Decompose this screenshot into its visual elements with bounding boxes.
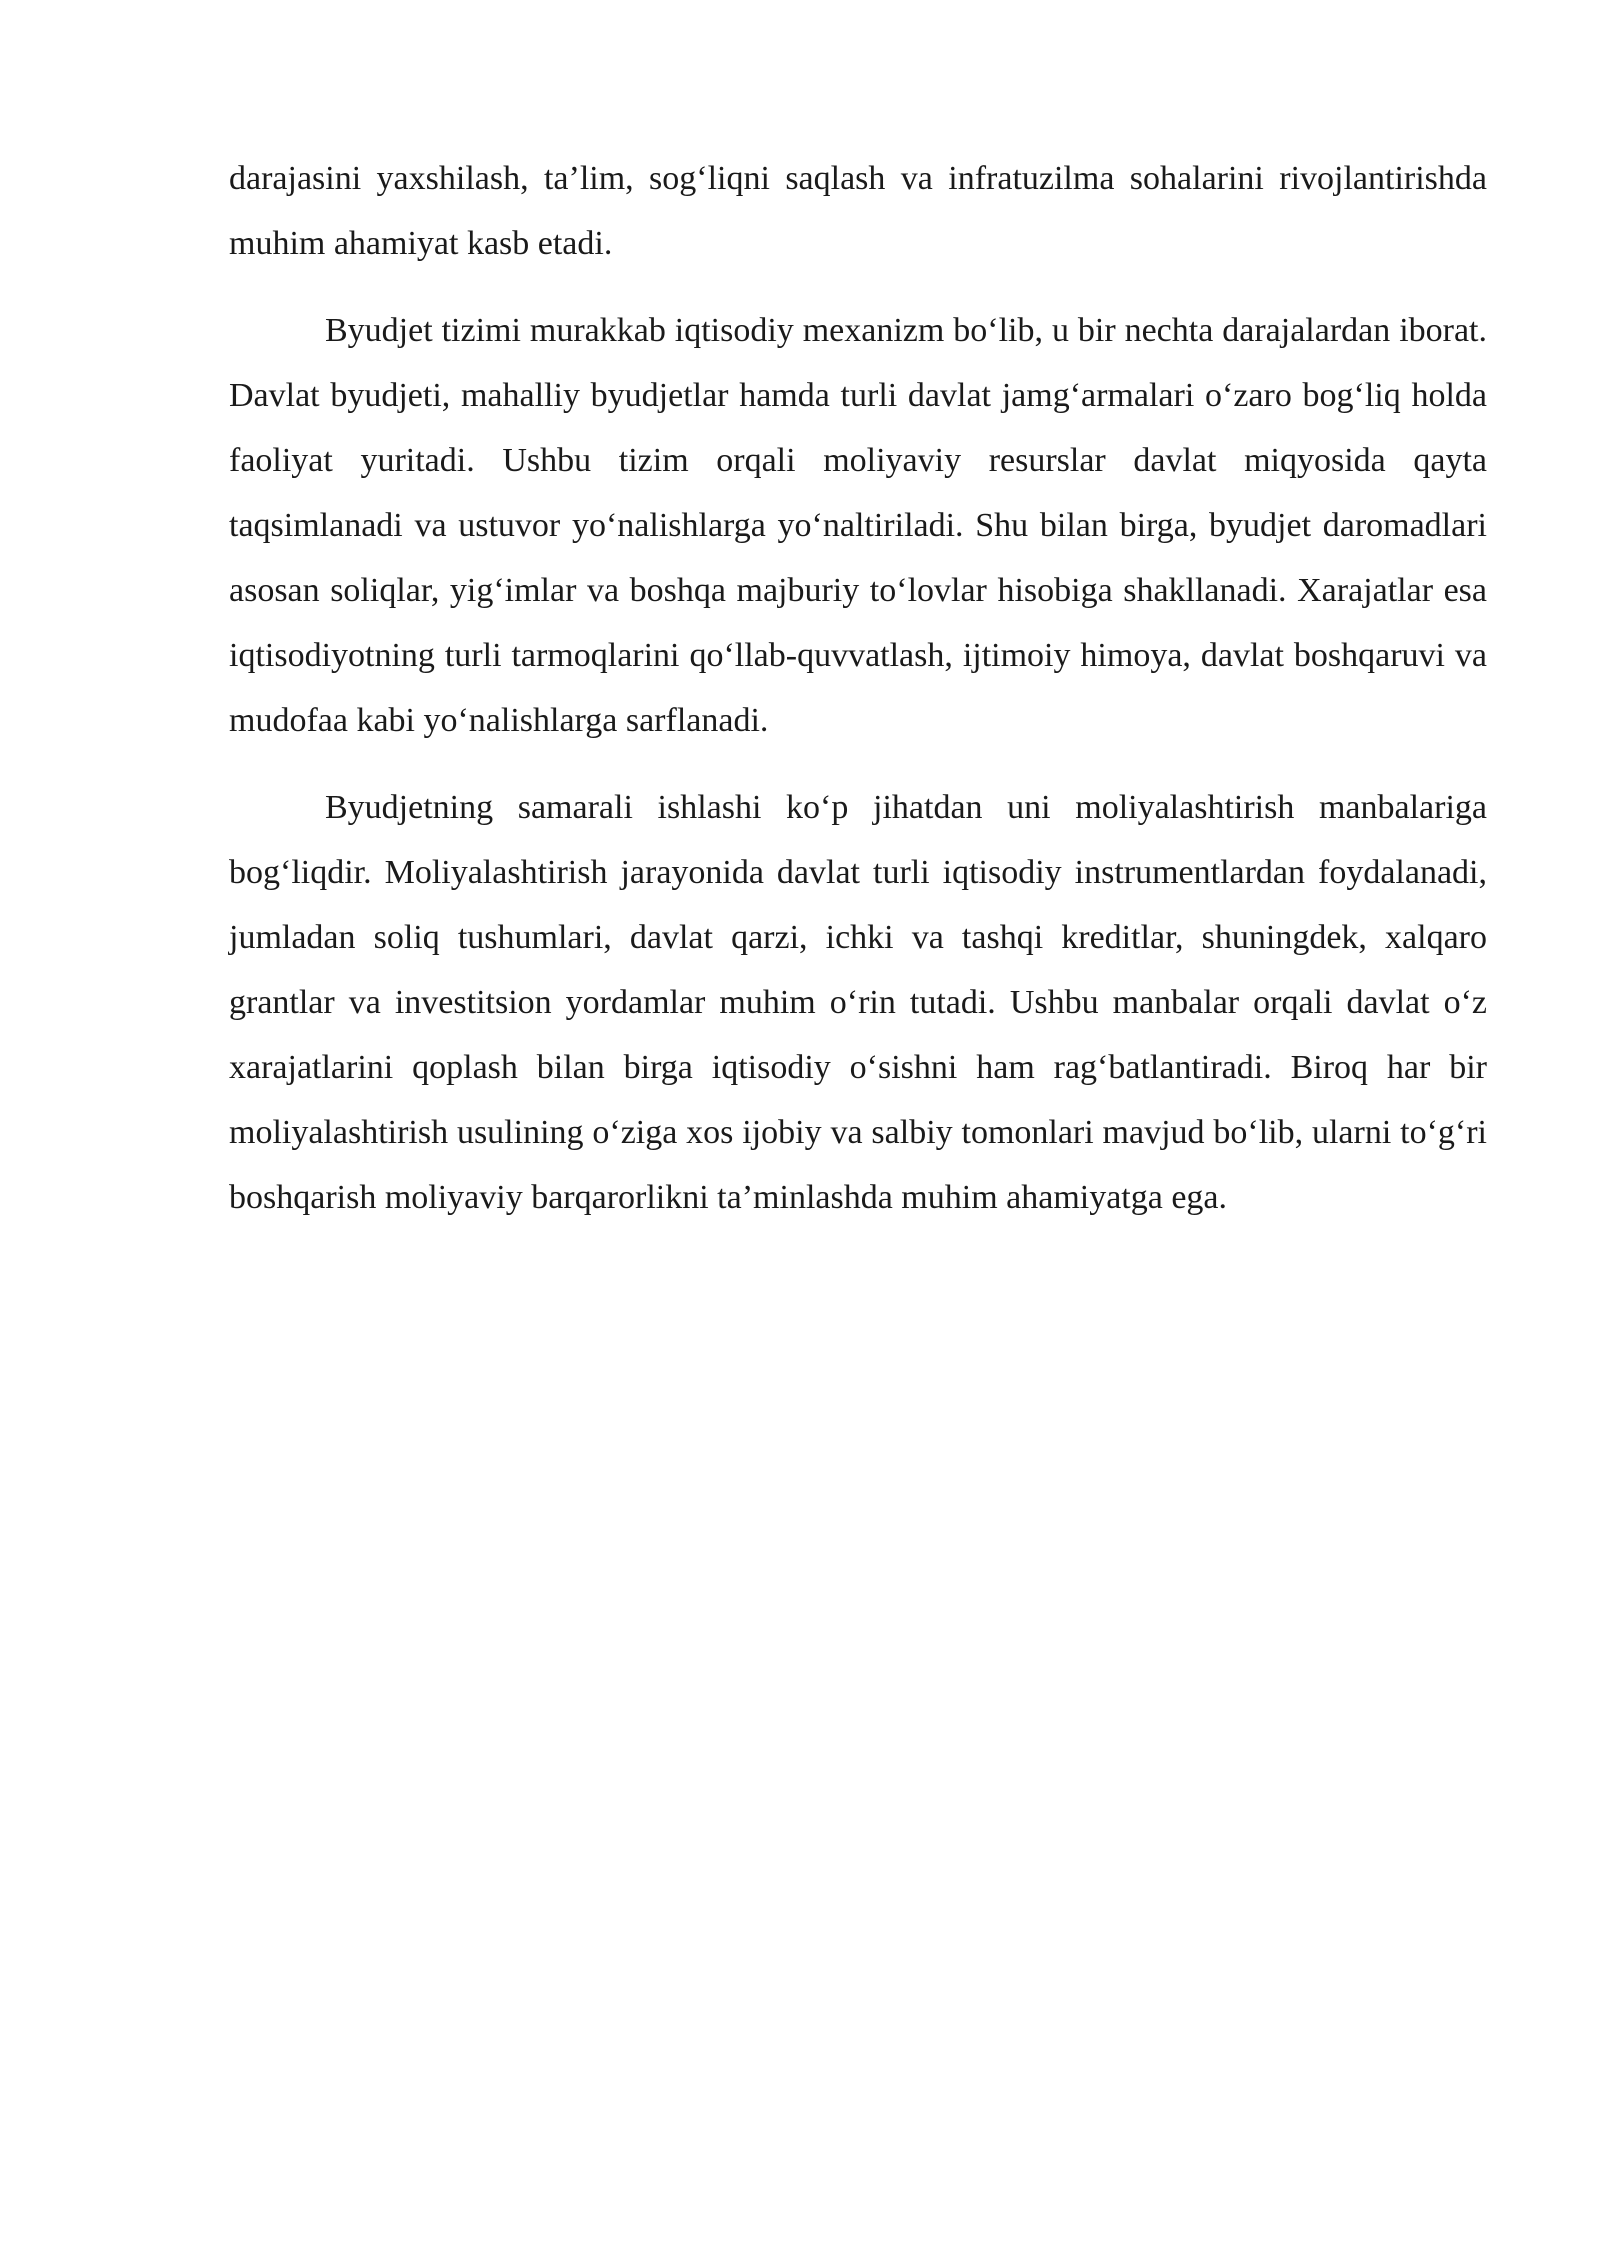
- paragraph-3: Byudjetning samarali ishlashi ko‘p jihatdan uni moliyalashtirish manbalariga bog‘liqdir. Moliyalashtirish jarayonida davlat turli iqtisodiy instrumentlardan foydalanadi, jumladan soliq tushumlari, davlat qarzi, ichki va tashqi kreditlar, shuningdek, xalqaro grantlar va investitsion yordamlar muhim o‘rin tutadi. Ushbu manbalar orqali davlat o‘z xarajatlarini qoplash bilan birga iqtisodiy o‘sishni ham rag‘batlantiradi. Biroq har bir moliyalashtirish usulining o‘ziga xos ijobiy va salbiy tomonlari mavjud bo‘lib, ularni to‘g‘ri boshqarish moliyaviy barqarorlikni ta’minlashda muhim ahamiyatga ega.: [229, 789, 1487, 1216]
- document-body: [229, 146, 1487, 1252]
- paragraph-2: Byudjet tizimi murakkab iqtisodiy mexanizm bo‘lib, u bir nechta darajalardan iborat. Davlat byudjeti, mahalliy byudjetlar hamda turli davlat jamg‘armalari o‘zaro bog‘liq holda faoliyat yuritadi. Ushbu tizim orqali moliyaviy resurslar davlat miqyosida qayta taqsimlanadi va ustuvor yo‘nalishlarga yo‘naltiriladi. Shu bilan birga, byudjet daromadlari asosan soliqlar, yig‘imlar va boshqa majburiy to‘lovlar hisobiga shakllanadi. Xarajatlar esa iqtisodiyotning turli tarmoqlarini qo‘llab-quvvatlash, ijtimoiy himoya, davlat boshqaruvi va mudofaa kabi yo‘nalishlarga sarflanadi.: [229, 312, 1487, 739]
- paragraph-1: darajasini yaxshilash, ta’lim, sog‘liqni saqlash va infratuzilma sohalarini rivojlantirishda muhim ahamiyat kasb etadi.: [229, 160, 1487, 262]
